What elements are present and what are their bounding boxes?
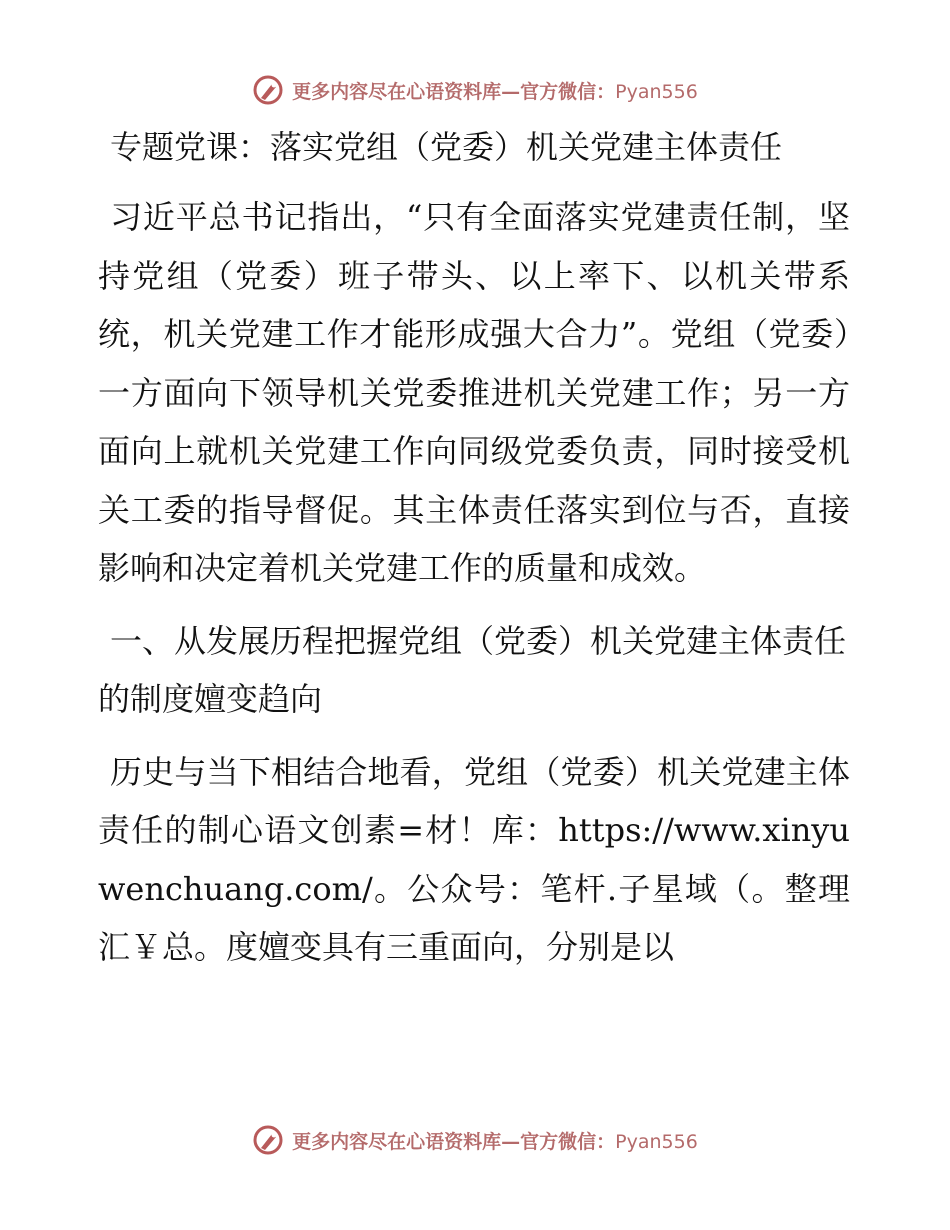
watermark-text: 更多内容尽在心语资料库—官方微信：Pyan556: [292, 80, 698, 103]
watermark-text: 更多内容尽在心语资料库—官方微信：Pyan556: [292, 1130, 698, 1153]
header-watermark: [0, 70, 950, 110]
pen-nib-logo-icon: [252, 1124, 284, 1156]
watermark-account: Pyan556: [615, 80, 698, 103]
watermark-account: Pyan556: [615, 1130, 698, 1153]
section-heading-1: 一、从发展历程把握党组（党委）机关党建主体责任的制度嬗变趋向: [98, 621, 847, 718]
paragraph-intro: 习近平总书记指出，“只有全面落实党建责任制，坚持党组（党委）班子带头、以上率下、以机关带系统，机关党建工作才能形成强大合力”。党组（党委）一方面向下领导机关党委推进机关党建工作；另一方面向上就机关党建工作向同级党委负责，同时接受机关工委的指导督促。其主体责任落实到位与否，直接影响和决定着机关党建工作的质量和成效。: [98, 198, 850, 587]
footer-watermark: [0, 1120, 950, 1160]
paragraph-history: 历史与当下相结合地看，党组（党委）机关党建主体责任的制心语文创素=材！库：https://www.xinyuwenchuang.com/。公众号：笔杆.子星域（。整理汇￥总。度嬗变具有三重面向，分别是以: [98, 752, 850, 966]
pen-nib-logo-icon: [252, 74, 284, 106]
document-title: 专题党课：落实党组（党委）机关党建主体责任: [110, 128, 783, 166]
document-body: [98, 118, 850, 991]
